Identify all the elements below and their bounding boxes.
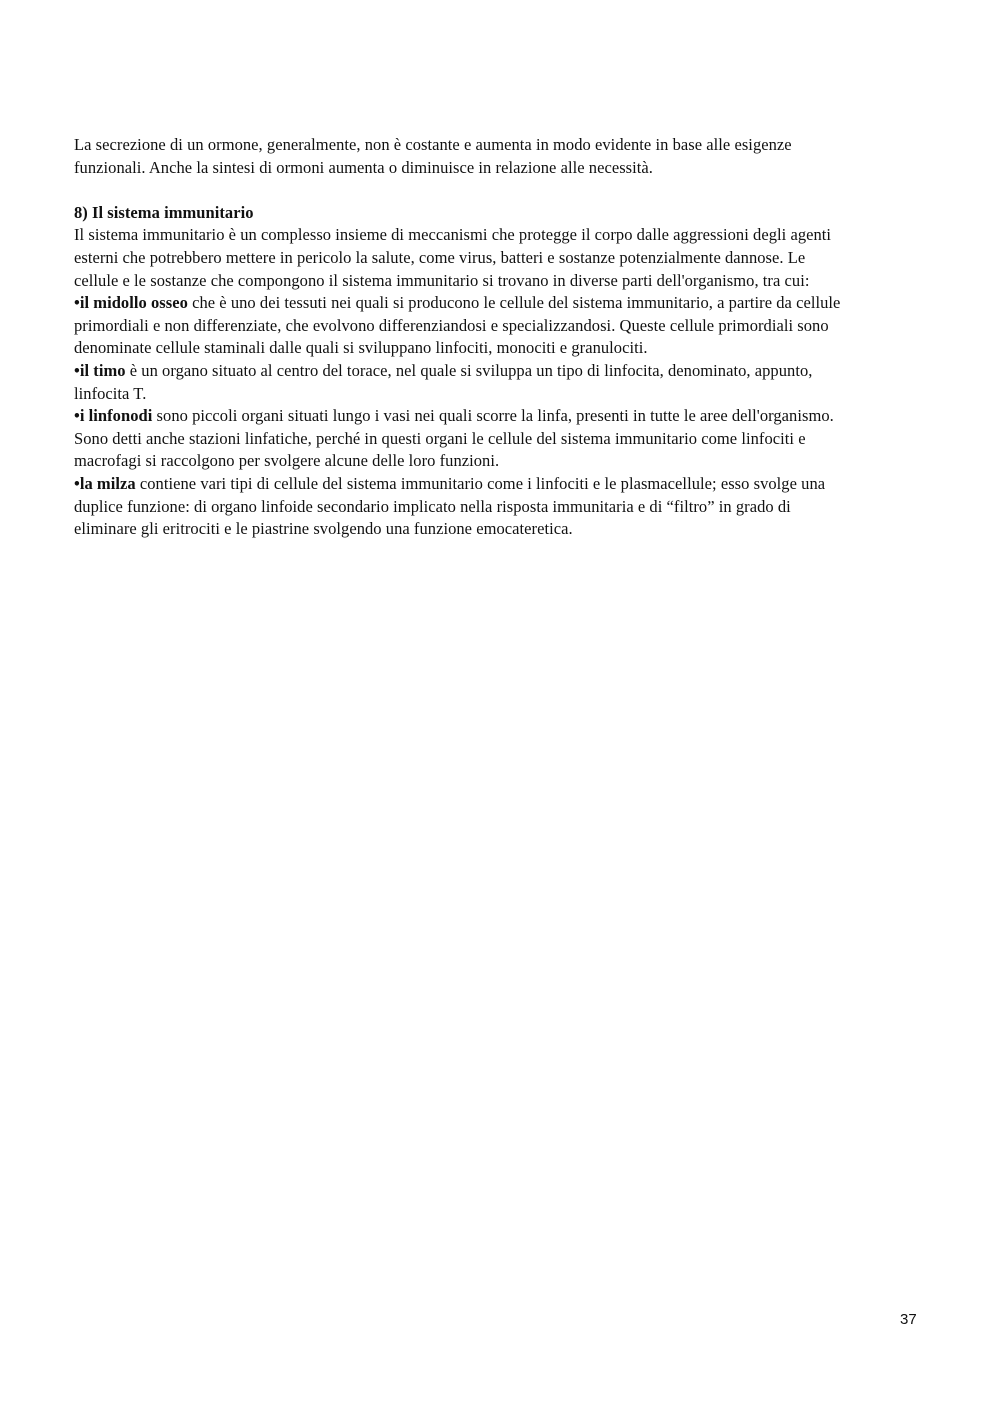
paragraph-spacer [74, 179, 954, 202]
bullet-term: •i linfonodi [74, 406, 153, 426]
bullet-term: •il midollo osseo [74, 293, 188, 313]
section-heading: 8) Il sistema immunitario [74, 202, 254, 222]
bullet-text-line: duplice funzione: di organo linfoide secondario implicato nella risposta immunitaria e di “filtro” in grado di [74, 496, 791, 516]
section-paragraph-line: Il sistema immunitario è un complesso insieme di meccanismi che protegge il corpo dalle aggressioni degli agenti [74, 225, 832, 245]
bullet-item-midollo-osseo [74, 292, 954, 315]
page-body [74, 134, 954, 541]
bullet-text-line: eliminare gli eritrociti e le piastrine svolgendo una funzione emocateretica. [74, 519, 573, 539]
intro-line: funzionali. Anche la sintesi di ormoni aumenta o diminuisce in relazione alle necessità. [74, 157, 653, 177]
bullet-text: contiene vari tipi di cellule del sistema immunitario come i linfociti e le plasmacellule; esso svolge una [135, 473, 826, 493]
intro-line: La secrezione di un ormone, generalmente, non è costante e aumenta in modo evidente in base alle esigenze [74, 135, 792, 154]
bullet-item-linfonodi [74, 405, 954, 428]
bullet-text: sono piccoli organi situati lungo i vasi nei quali scorre la linfa, presenti in tutte le aree dell'organismo. [152, 406, 834, 426]
bullet-item-timo [74, 360, 954, 383]
bullet-text-line: primordiali e non differenziate, che evolvono differenziandosi e specializzandosi. Queste cellule primordiali sono [74, 315, 829, 335]
page-number: 37 [900, 1311, 917, 1328]
bullet-text-line: linfocita T. [74, 383, 147, 403]
bullet-term: •il timo [74, 360, 126, 380]
section-paragraph-line: esterni che potrebbero mettere in pericolo la salute, come virus, batteri e sostanze potenzialmente dannose. Le [74, 247, 806, 267]
section-paragraph-line: cellule e le sostanze che compongono il sistema immunitario si trovano in diverse parti dell'organismo, tra cui: [74, 270, 810, 290]
bullet-term: •la milza [74, 473, 136, 493]
bullet-text: è un organo situato al centro del torace, nel quale si sviluppa un tipo di linfocita, denominato, appunto, [125, 360, 813, 380]
bullet-text-line: Sono detti anche stazioni linfatiche, perché in questi organi le cellule del sistema immunitario come linfociti e [74, 428, 806, 448]
bullet-text-line: macrofagi si raccolgono per svolgere alcune delle loro funzioni. [74, 451, 500, 471]
bullet-text-line: denominate cellule staminali dalle quali si sviluppano linfociti, monociti e granulociti. [74, 338, 648, 358]
bullet-item-milza [74, 473, 954, 496]
bullet-text: che è uno dei tessuti nei quali si producono le cellule del sistema immunitario, a partire da cellule [187, 293, 841, 313]
